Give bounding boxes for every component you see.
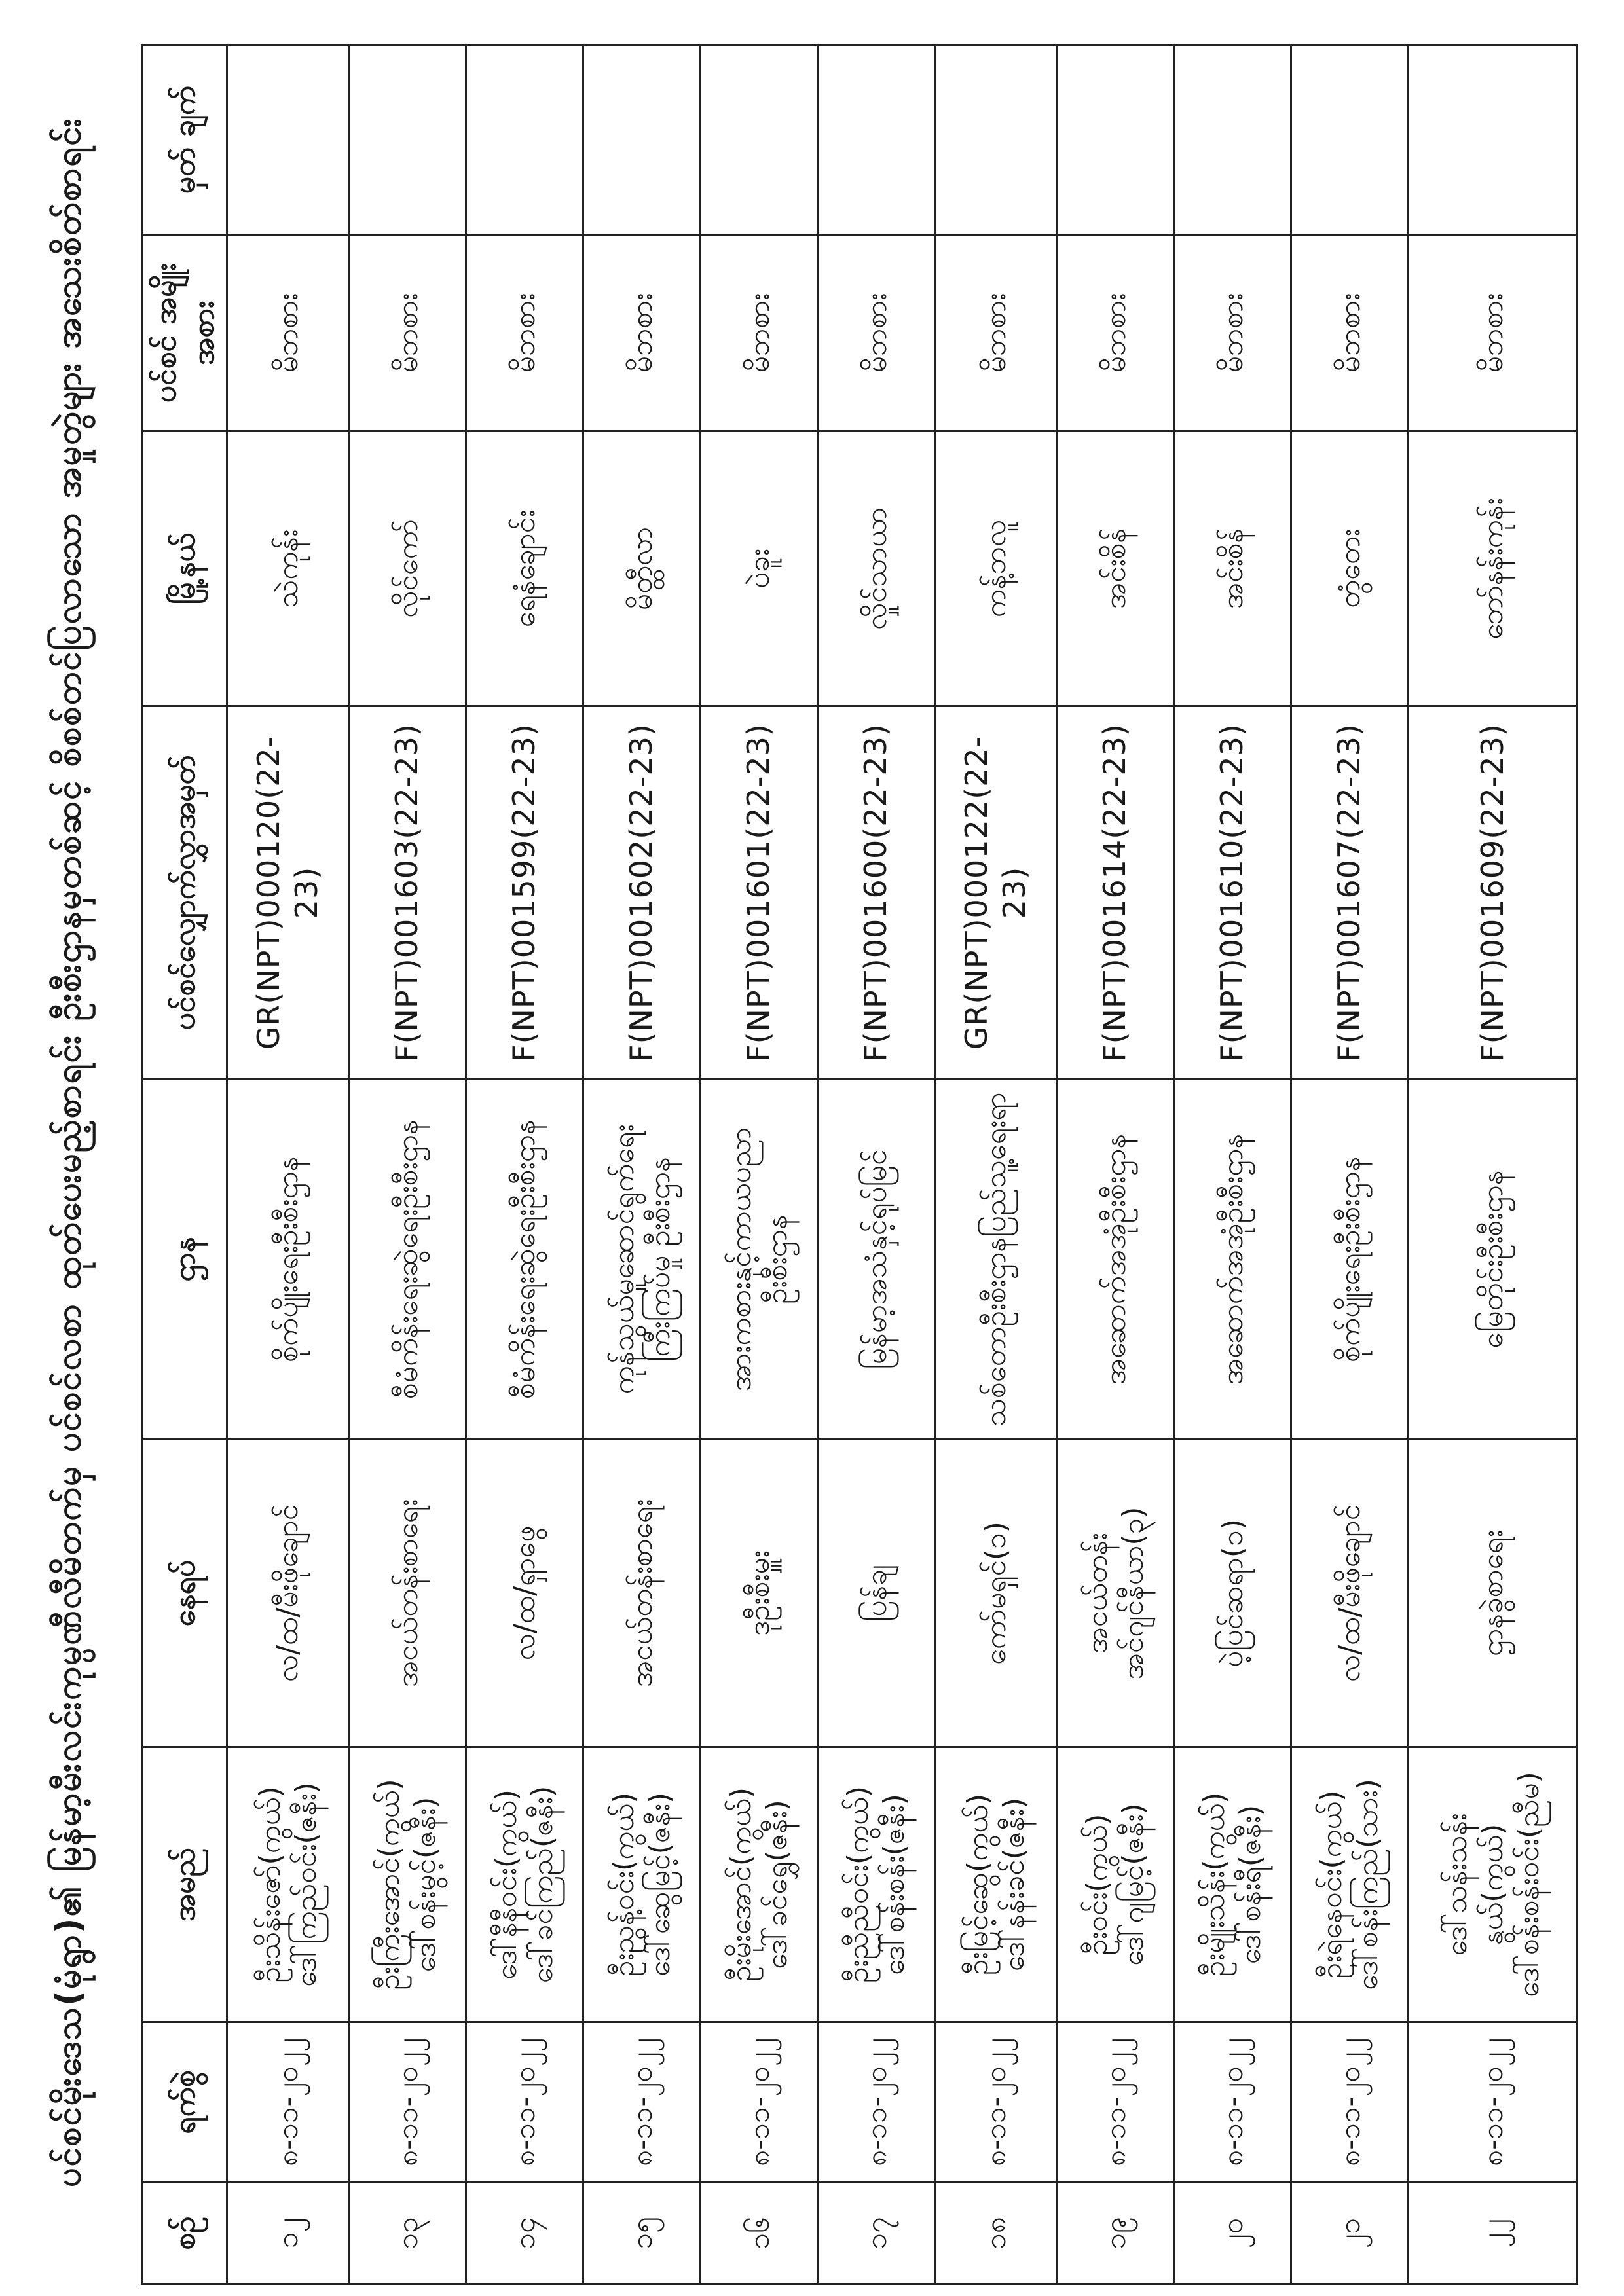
table-row <box>1409 45 1578 2284</box>
cell-address: ပြန်ချ <box>818 1440 935 1747</box>
cell-name <box>1057 1747 1174 2022</box>
cell-village: မြေတိုင်းဦးစီးဌာန <box>1409 1080 1578 1440</box>
cell-reg-no: GR(NPT)000122(22-23) <box>935 706 1057 1080</box>
name-secondary: ဒေါ်နန်းခင်(ဇနီး) <box>997 1797 1031 1972</box>
header-type: ပင်စင် အမျိုးအစား <box>142 235 227 431</box>
cell-village: စိုက်ပျိုးရေးဦးစီးဌာန <box>227 1080 349 1440</box>
cell-reg-no: F(NPT)001600(22-23) <box>818 706 935 1080</box>
cell-type: မိဘစား <box>466 235 583 431</box>
cell-reg-no: F(NPT)001609(22-23) <box>1409 706 1578 1080</box>
cell-address: အငယ်တန်းစာရေး <box>583 1440 701 1747</box>
cell-type: မိဘစား <box>701 235 818 431</box>
name-secondary: ဒေါ်ခင်ရွှေ(ဇနီး) <box>760 1800 794 1969</box>
cell-type: မိဘစား <box>1291 235 1409 431</box>
cell-township: သဲကုန်း <box>227 431 349 706</box>
name-primary: ဦးရဲနေဝင်း(ကွယ်) <box>1315 1790 1349 1979</box>
cell-village: ကုန်သွယ်မှုဆောင်ရွက်ရေးကြီးကြပ်မှု ဦးစီးဌာန <box>583 1080 701 1440</box>
cell-address: ဌာနခွဲစာရေး <box>1409 1440 1578 1747</box>
cell-reg-no: F(NPT)001601(22-23) <box>701 706 818 1080</box>
page-title-wrap <box>39 26 105 2278</box>
pension-table <box>141 44 1578 2285</box>
cell-date: ၈-၁၁-၂၀၂၂ <box>349 2022 466 2183</box>
cell-remark <box>466 45 583 235</box>
cell-date: ၈-၁၁-၂၀၂၂ <box>1174 2022 1291 2183</box>
name-primary: ဒေါ်နီနီဝင်း(ကွယ်) <box>490 1789 524 1980</box>
cell-no: ၁၅ <box>583 2183 701 2284</box>
header-remark: မှတ် ချက် <box>142 45 227 235</box>
cell-no: ၁၂ <box>227 2183 349 2284</box>
cell-reg-no: F(NPT)001610(22-23) <box>1174 706 1291 1080</box>
cell-remark <box>818 45 935 235</box>
cell-address: အငယ်တန်းစာရေး <box>349 1440 466 1747</box>
cell-date: ၈-၁၁-၂၀၂၂ <box>1409 2022 1578 2183</box>
cell-address: ပဲ့ပြင်ဆရာ(၁) <box>1174 1440 1291 1747</box>
header-reg-no: ပင်စင်လျှောက်လွှာအမှတ် <box>142 706 227 1080</box>
cell-reg-no: GR(NPT)000120(22-23) <box>227 706 349 1080</box>
cell-township: ပဲခူး <box>701 431 818 706</box>
table-row <box>1174 45 1291 2284</box>
cell-name <box>935 1747 1057 2022</box>
name-secondary: ဒေါ်စန်းကြည်(သား) <box>1351 1779 1385 1990</box>
cell-address: လ/ထ/မီးဖိုချောင် <box>1291 1440 1409 1747</box>
cell-township: ကန့်ဘလူ <box>935 431 1057 706</box>
cell-date: ၈-၁၁-၂၀၂၂ <box>935 2022 1057 2183</box>
cell-name <box>701 1747 818 2022</box>
header-village: ဌာန <box>142 1080 227 1440</box>
header-name: အမည် <box>142 1747 227 2022</box>
name-primary: ဦးညွန့်ဝင်း(ကွယ်) <box>607 1792 641 1977</box>
cell-address: လ/ထ/မီးဖိုချောင် <box>227 1440 349 1747</box>
cell-township: အင်းစိန် <box>1174 431 1291 706</box>
cell-name <box>1291 1747 1409 2022</box>
cell-date: ၈-၁၁-၂၀၂၂ <box>583 2022 701 2183</box>
header-no: စဉ် <box>142 2183 227 2284</box>
table-row <box>935 45 1057 2284</box>
cell-village: သစ်တောဦးစီးဌာနပြည်သူ့ရေးရာ <box>935 1080 1057 1440</box>
name-primary: ဦးညီညီဝင်း(ကွယ်) <box>841 1785 876 1984</box>
cell-date: ၈-၁၁-၂၀၂၂ <box>466 2022 583 2183</box>
name-secondary: ဒေါ်ဆွေမြင့်(ဇနီး) <box>643 1792 677 1977</box>
name-primary: ဦးသိန်းဇော်(ကွယ်) <box>253 1786 287 1983</box>
cell-date: ၈-၁၁-၂၀၂၂ <box>227 2022 349 2183</box>
cell-village: စီမံကိန်းရေးဆွဲရေးဦးစီးဌာန <box>466 1080 583 1440</box>
name-secondary: ဒေါ်စန်းစန်းဝင်း(ညီမ) <box>1512 1772 1546 1997</box>
cell-remark <box>583 45 701 235</box>
cell-no: ၁၃ <box>349 2183 466 2284</box>
table-frame <box>141 46 1578 2285</box>
cell-date: ၈-၁၁-၂၀၂၂ <box>818 2022 935 2183</box>
cell-village: စိုက်ပျိုးရေးဦးစီးဌာန <box>1291 1080 1409 1440</box>
cell-township: တွံတေး <box>1291 431 1409 706</box>
cell-no: ၂၁ <box>1291 2183 1409 2284</box>
cell-type: မိဘစား <box>227 235 349 431</box>
cell-reg-no: F(NPT)001602(22-23) <box>583 706 701 1080</box>
cell-village: အဆောက်အအုံဦးစီးဌာန <box>1057 1080 1174 1440</box>
cell-remark <box>935 45 1057 235</box>
header-date: ရက်စွဲ <box>142 2022 227 2183</box>
cell-village: အဆောက်အအုံဦးစီးဌာန <box>1174 1080 1291 1440</box>
header-township: မြို့နယ် <box>142 431 227 706</box>
name-primary: ဦးမိုးအောင်(ကွယ်) <box>724 1787 758 1982</box>
cell-name <box>583 1747 701 2022</box>
name-secondary: ဒေါ်စန်းစန်း(ဇနီး) <box>877 1794 912 1975</box>
name-primary: ဦးမျိုးသိန်း(ကွယ်) <box>1198 1792 1232 1977</box>
cell-type: မိဘစား <box>349 235 466 431</box>
table-row <box>1291 45 1409 2284</box>
cell-name <box>227 1747 349 2022</box>
table-row <box>583 45 701 2284</box>
cell-type: မိဘစား <box>1174 235 1291 431</box>
table-row <box>227 45 349 2284</box>
cell-date: ၈-၁၁-၂၀၂၂ <box>1291 2022 1409 2183</box>
header-address: နေရပ် <box>142 1440 227 1747</box>
cell-no: ၁၆ <box>701 2183 818 2284</box>
cell-no: ၂၂ <box>1409 2183 1578 2284</box>
name-secondary: ဒေါ်စန်းရီ(ဇနီး) <box>1234 1804 1268 1965</box>
cell-type: မိဘစား <box>1409 235 1578 431</box>
table-row <box>349 45 466 2284</box>
table-row <box>818 45 935 2284</box>
cell-name <box>466 1747 583 2022</box>
name-secondary: ဒေါ်စန်းမွင့်(ဇနီး) <box>409 1796 443 1973</box>
cell-name <box>818 1747 935 2022</box>
cell-township: လိုင်ကော် <box>349 431 466 706</box>
cell-no: ၁၉ <box>1057 2183 1174 2284</box>
name-secondary: ဒေါ်ကြည်ဝင်း(ဇနီး) <box>289 1782 323 1987</box>
table-row <box>701 45 818 2284</box>
cell-no: ၂၀ <box>1174 2183 1291 2284</box>
cell-remark <box>349 45 466 235</box>
cell-village: မြန်မာ့အသံနှင့်ရုပ်မြင် <box>818 1080 935 1440</box>
cell-name <box>349 1747 466 2022</box>
cell-address: ဒုဦးစီးမှူး <box>701 1440 818 1747</box>
cell-township: ရေနံချောင်း <box>466 431 583 706</box>
name-primary: ဦးမြင့်ဆွေ(ကွယ်) <box>961 1793 995 1976</box>
cell-address: ကော်မရှင်(၁) <box>935 1440 1057 1747</box>
table-row <box>466 45 583 2284</box>
cell-no: ၁၈ <box>935 2183 1057 2284</box>
cell-no: ၁၄ <box>466 2183 583 2284</box>
name-secondary: ဒေါ်ခင်ကြည်(ဇနီး) <box>526 1785 560 1984</box>
page-title: ပင်စင်မိုးဒေသ(မုံရွာ)၏ မြန်မာ့မီးလင်းကုမ္ပဏီလီမိတက်မှ ပင်စင်လစာ ထုတ်ပေးမည့်စာရင်း ဦးစီးဌာနမှတစ်ဆင့် စိစစ်တင်ပြလာသော အမှုတွဲများ အသေးစိတ်စာရင်း <box>49 117 88 2188</box>
cell-township: ဘော်နန်းကုန်း <box>1409 431 1578 706</box>
name-secondary: ဒေါ်ဂျမြင့်(ဇနီး) <box>1116 1803 1151 1966</box>
cell-remark <box>701 45 818 235</box>
cell-address: အငယ်တန်း အင်ဂျင်နီယာ(၃) <box>1057 1440 1174 1747</box>
cell-remark <box>1174 45 1291 235</box>
cell-type: မိဘစား <box>935 235 1057 431</box>
cell-village: အားကစားနှင့်ကာယပညာဦးစီးဌာန <box>701 1080 818 1440</box>
table-body <box>227 45 1578 2284</box>
cell-address: လ/ထ/ရှာဖွေ <box>466 1440 583 1747</box>
cell-township: လှိုင်သာယာ <box>818 431 935 706</box>
cell-type: မိဘစား <box>1057 235 1174 431</box>
cell-township: မိတ္ထီလာ <box>583 431 701 706</box>
cell-name <box>1174 1747 1291 2022</box>
cell-remark <box>1057 45 1174 235</box>
cell-village: စီမံကိန်းရေးဆွဲရေးဦးစီးဌာန <box>349 1080 466 1440</box>
cell-no: ၁၇ <box>818 2183 935 2284</box>
cell-remark <box>1409 45 1578 235</box>
rotated-table-wrap <box>141 46 1578 2285</box>
cell-remark <box>1291 45 1409 235</box>
cell-reg-no: F(NPT)001603(22-23) <box>349 706 466 1080</box>
cell-reg-no: F(NPT)001607(22-23) <box>1291 706 1409 1080</box>
cell-type: မိဘစား <box>583 235 701 431</box>
cell-type: မိဘစား <box>818 235 935 431</box>
table-header-row <box>142 45 227 2284</box>
cell-reg-no: F(NPT)001599(22-23) <box>466 706 583 1080</box>
cell-reg-no: F(NPT)001614(22-23) <box>1057 706 1174 1080</box>
cell-date: ၈-၁၁-၂၀၂၂ <box>1057 2022 1174 2183</box>
name-primary: ဒေါ်သန်းသန်းနွယ်(ကွယ်) <box>1440 1813 1510 1956</box>
name-primary: ဦးဝင်း(ကွယ်) <box>1080 1813 1115 1956</box>
cell-date: ၈-၁၁-၂၀၂၂ <box>701 2022 818 2183</box>
cell-name <box>1409 1747 1578 2022</box>
cell-township: အင်းစိန် <box>1057 431 1174 706</box>
cell-remark <box>227 45 349 235</box>
table-row <box>1057 45 1174 2284</box>
name-primary: ဦးကြီးအောင်(ကွယ်) <box>373 1779 407 1990</box>
